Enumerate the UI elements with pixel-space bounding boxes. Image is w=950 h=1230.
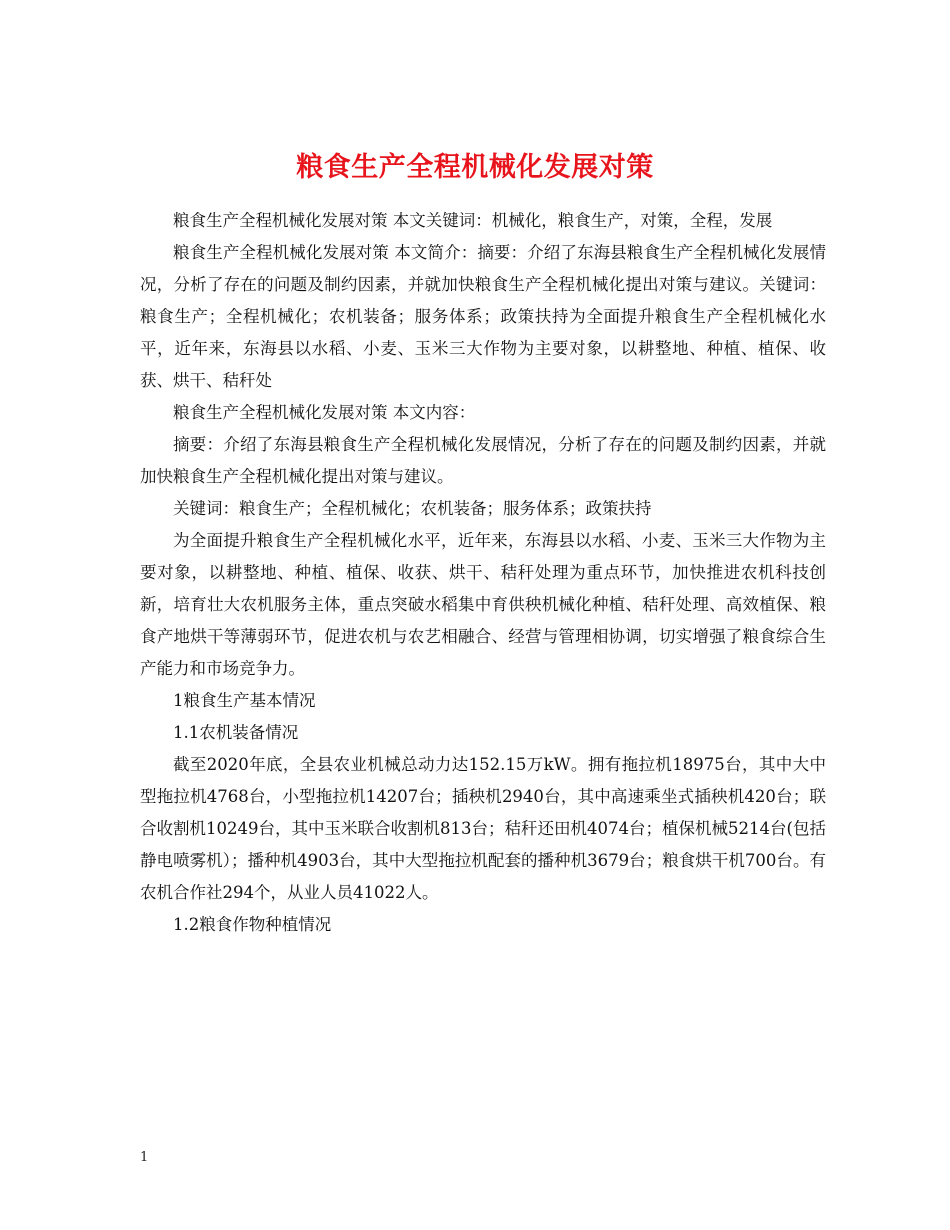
summary-paragraph: 粮食生产全程机械化发展对策 本文简介：摘要：介绍了东海县粮食生产全程机械化发展情况，分析了存在的问题及制约因素，并就加快粮食生产全程机械化提出对策与建议。关键词：粮食生产；全程机械化；农机装备；服务体系；政策扶持为全面提升粮食生产全程机械化水平，近年来，东海县以水稻、小麦、玉米三大作物为主要对象，以耕整地、种植、植保、收获、烘干、秸秆处 <box>140 243 826 390</box>
document-body <box>140 205 826 941</box>
equipment-paragraph: 截至2020年底，全县农业机械总动力达152.15万kW。拥有拖拉机18975台，其中大中型拖拉机4768台，小型拖拉机14207台；插秧机2940台，其中高速乘坐式插秧机420台；联合收割机10249台，其中玉米联合收割机813台；秸秆还田机4074台；植保机械5214台(包括静电喷雾机）；播种机4903台，其中大型拖拉机配套的播种机3679台；粮食烘干机700台。有农机合作社294个，从业人员41022人。 <box>140 755 826 902</box>
content-heading-paragraph: 粮食生产全程机械化发展对策 本文内容： <box>173 403 476 422</box>
intro-paragraph: 为全面提升粮食生产全程机械化水平，近年来，东海县以水稻、小麦、玉米三大作物为主要对象，以耕整地、种植、植保、收获、烘干、秸秆处理为重点环节，加快推进农机科技创新，培育壮大农机服务主体，重点突破水稻集中育供秧机械化种植、秸秆处理、高效植保、粮食产地烘干等薄弱环节，促进农机与农艺相融合、经营与管理相协调，切实增强了粮食综合生产能力和市场竞争力。 <box>140 531 826 678</box>
section-heading-1: 1粮食生产基本情况 <box>173 691 316 710</box>
keyword-list-paragraph: 关键词：粮食生产；全程机械化；农机装备；服务体系；政策扶持 <box>173 499 652 518</box>
keywords-paragraph: 粮食生产全程机械化发展对策 本文关键词：机械化，粮食生产，对策，全程，发展 <box>173 211 773 230</box>
section-heading-1-2: 1.2粮食作物种植情况 <box>173 915 332 934</box>
section-heading-1-1: 1.1农机装备情况 <box>173 723 299 742</box>
page-number: 1 <box>140 1150 149 1165</box>
document-title: 粮食生产全程机械化发展对策 <box>296 152 654 184</box>
abstract-paragraph: 摘要：介绍了东海县粮食生产全程机械化发展情况，分析了存在的问题及制约因素，并就加快粮食生产全程机械化提出对策与建议。 <box>140 435 826 486</box>
